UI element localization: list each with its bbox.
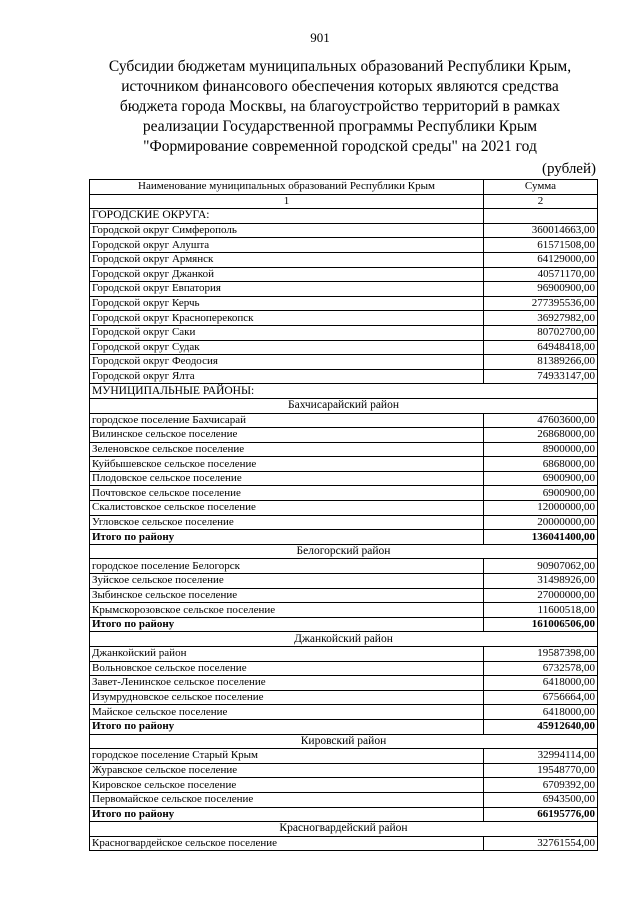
title-line: бюджета города Москвы, на благоустройство территорий в рамках (119, 98, 561, 115)
section-row (90, 209, 598, 224)
district-name: Бахчисарайский район (90, 398, 598, 413)
table-row (90, 836, 598, 851)
entity-name: Вольновское сельское поселение (90, 661, 484, 676)
numbering-row (90, 194, 598, 209)
entity-sum: 6900900,00 (484, 486, 598, 501)
table-row (90, 501, 598, 516)
entity-name: Городской округ Саки (90, 325, 484, 340)
entity-sum: 74933147,00 (484, 369, 598, 384)
section-sum-empty (484, 209, 598, 224)
entity-sum: 6732578,00 (484, 661, 598, 676)
entity-name: Угловское сельское поселение (90, 515, 484, 530)
entity-name: Зуйское сельское поселение (90, 574, 484, 589)
numbering-name: 1 (90, 194, 484, 209)
entity-name: Городской округ Армянск (90, 252, 484, 267)
table-row (90, 369, 598, 384)
district-name: Красногвардейский район (90, 822, 598, 837)
table-row (90, 763, 598, 778)
entity-name: Плодовское сельское поселение (90, 471, 484, 486)
district-total-row (90, 530, 598, 545)
entity-name: Почтовское сельское поселение (90, 486, 484, 501)
district-name: Кировский район (90, 734, 598, 749)
table-row (90, 574, 598, 589)
page-number: 901 (310, 30, 330, 45)
entity-name: Зыбинское сельское поселение (90, 588, 484, 603)
entity-sum: 90907062,00 (484, 559, 598, 574)
table-row (90, 690, 598, 705)
entity-sum: 32994114,00 (484, 749, 598, 764)
table-row (90, 340, 598, 355)
entity-sum: 47603600,00 (484, 413, 598, 428)
table-row (90, 471, 598, 486)
header-sum: Сумма (484, 180, 598, 195)
table-row (90, 603, 598, 618)
numbering-sum: 2 (484, 194, 598, 209)
entity-sum: 6900900,00 (484, 471, 598, 486)
entity-name: Городской округ Судак (90, 340, 484, 355)
entity-name: Первомайское сельское поселение (90, 792, 484, 807)
title-line: реализации Государственной программы Республики Крым (142, 118, 538, 135)
district-total-row (90, 617, 598, 632)
entity-name: Майское сельское поселение (90, 705, 484, 720)
entity-name: Городской округ Джанкой (90, 267, 484, 282)
entity-sum: 8900000,00 (484, 442, 598, 457)
entity-sum: 6943500,00 (484, 792, 598, 807)
subsidy-table (89, 179, 598, 851)
entity-name: Городской округ Симферополь (90, 223, 484, 238)
table-row (90, 282, 598, 297)
entity-sum: 96900900,00 (484, 282, 598, 297)
table-row (90, 296, 598, 311)
districts-label: МУНИЦИПАЛЬНЫЕ РАЙОНЫ: (90, 384, 598, 399)
table-row (90, 325, 598, 340)
entity-sum: 19587398,00 (484, 647, 598, 662)
title-line: Субсидии бюджетам муниципальных образований Республики Крым, (108, 58, 572, 75)
entity-name: Городской округ Алушта (90, 238, 484, 253)
district-total-row (90, 719, 598, 734)
entity-name: Завет-Ленинское сельское поселение (90, 676, 484, 691)
entity-sum: 31498926,00 (484, 574, 598, 589)
entity-sum: 26868000,00 (484, 428, 598, 443)
table-row (90, 661, 598, 676)
table-row (90, 486, 598, 501)
table-row (90, 778, 598, 793)
table-row (90, 676, 598, 691)
district-total-sum: 45912640,00 (484, 719, 598, 734)
table-row (90, 588, 598, 603)
entity-name: Журавское сельское поселение (90, 763, 484, 778)
entity-sum: 64948418,00 (484, 340, 598, 355)
entity-name: Кировское сельское поселение (90, 778, 484, 793)
table-row (90, 413, 598, 428)
entity-sum: 6868000,00 (484, 457, 598, 472)
entity-name: Городской округ Феодосия (90, 355, 484, 370)
district-total-label: Итого по району (90, 617, 484, 632)
entity-name: Городской округ Ялта (90, 369, 484, 384)
entity-name: Изумрудновское сельское поселение (90, 690, 484, 705)
entity-name: Куйбышевское сельское поселение (90, 457, 484, 472)
district-total-sum: 136041400,00 (484, 530, 598, 545)
table-row (90, 705, 598, 720)
district-total-label: Итого по району (90, 807, 484, 822)
entity-name: Городской округ Керчь (90, 296, 484, 311)
table-row (90, 749, 598, 764)
entity-sum: 11600518,00 (484, 603, 598, 618)
district-total-sum: 161006506,00 (484, 617, 598, 632)
entity-name: Джанкойский район (90, 647, 484, 662)
entity-sum: 6418000,00 (484, 705, 598, 720)
district-name: Белогорский район (90, 544, 598, 559)
entity-sum: 32761554,00 (484, 836, 598, 851)
table-row (90, 355, 598, 370)
entity-sum: 81389266,00 (484, 355, 598, 370)
entity-sum: 61571508,00 (484, 238, 598, 253)
district-header-row (90, 398, 598, 413)
entity-name: Вилинское сельское поселение (90, 428, 484, 443)
table-row (90, 428, 598, 443)
table-row (90, 457, 598, 472)
entity-sum: 12000000,00 (484, 501, 598, 516)
entity-sum: 6709392,00 (484, 778, 598, 793)
entity-name: городское поселение Белогорск (90, 559, 484, 574)
entity-name: Городской округ Евпатория (90, 282, 484, 297)
district-header-row (90, 544, 598, 559)
entity-name: Красногвардейское сельское поселение (90, 836, 484, 851)
district-total-sum: 66195776,00 (484, 807, 598, 822)
header-name: Наименование муниципальных образований Республики Крым (90, 180, 484, 195)
title-line: "Формирование современной городской среды" на 2021 год (143, 138, 537, 155)
entity-sum: 40571170,00 (484, 267, 598, 282)
entity-name: Крымскорозовское сельское поселение (90, 603, 484, 618)
entity-sum: 277395536,00 (484, 296, 598, 311)
title-line: источником финансового обеспечения которых являются средства (121, 78, 559, 95)
entity-sum: 19548770,00 (484, 763, 598, 778)
table-body (90, 180, 598, 851)
district-header-row (90, 734, 598, 749)
unit-label: (рублей) (541, 161, 596, 177)
entity-sum: 6756664,00 (484, 690, 598, 705)
district-name: Джанкойский район (90, 632, 598, 647)
entity-sum: 27000000,00 (484, 588, 598, 603)
entity-sum: 36927982,00 (484, 311, 598, 326)
table-row (90, 515, 598, 530)
table-row (90, 252, 598, 267)
table-row (90, 238, 598, 253)
table-row (90, 442, 598, 457)
entity-sum: 6418000,00 (484, 676, 598, 691)
table-row (90, 223, 598, 238)
table-row (90, 267, 598, 282)
entity-name: Городской округ Красноперекопск (90, 311, 484, 326)
entity-sum: 64129000,00 (484, 252, 598, 267)
district-total-row (90, 807, 598, 822)
district-total-label: Итого по району (90, 530, 484, 545)
entity-name: городское поселение Старый Крым (90, 749, 484, 764)
table-row (90, 559, 598, 574)
section-label: ГОРОДСКИЕ ОКРУГА: (90, 209, 484, 224)
table-row (90, 647, 598, 662)
header-row (90, 180, 598, 195)
table-row (90, 311, 598, 326)
document-title (60, 57, 620, 157)
entity-name: Скалистовское сельское поселение (90, 501, 484, 516)
section-row (90, 384, 598, 399)
table-row (90, 792, 598, 807)
district-header-row (90, 632, 598, 647)
entity-name: городское поселение Бахчисарай (90, 413, 484, 428)
entity-name: Зеленовское сельское поселение (90, 442, 484, 457)
entity-sum: 360014663,00 (484, 223, 598, 238)
entity-sum: 80702700,00 (484, 325, 598, 340)
district-total-label: Итого по району (90, 719, 484, 734)
district-header-row (90, 822, 598, 837)
entity-sum: 20000000,00 (484, 515, 598, 530)
